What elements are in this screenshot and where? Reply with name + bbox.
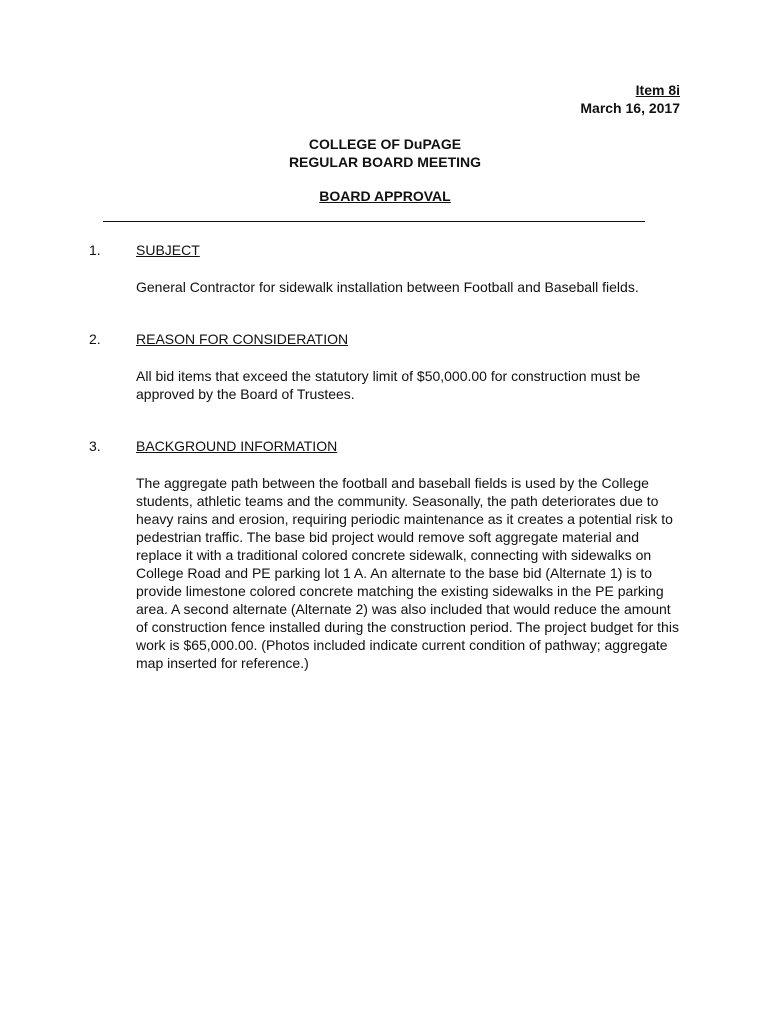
title-block — [0, 135, 770, 171]
section-body: General Contractor for sidewalk installation between Football and Baseball fields. — [136, 279, 639, 295]
item-number: Item 8i — [635, 82, 680, 98]
item-header — [580, 81, 680, 117]
section-body: All bid items that exceed the statutory limit of $50,000.00 for construction must be approved by the Board of Trustees. — [136, 368, 641, 402]
section-heading: SUBJECT — [136, 242, 200, 258]
section-heading: REASON FOR CONSIDERATION — [136, 331, 349, 347]
meeting-date: March 16, 2017 — [580, 100, 680, 116]
divider-rule — [103, 221, 645, 222]
meeting-name: REGULAR BOARD MEETING — [288, 154, 482, 170]
section-number: 1. — [89, 242, 101, 258]
org-name: COLLEGE OF DuPAGE — [308, 136, 462, 152]
section-heading: BACKGROUND INFORMATION — [136, 438, 338, 454]
section-number: 3. — [89, 438, 101, 454]
section-body: The aggregate path between the football and baseball fields is used by the College students, athletic teams and the community. Seasonally, the path deteriorates due to heavy rains and erosion, requiring periodic maintenance as it creates a potential risk to pedestrian traffic. The base bid project would remove soft aggregate material and replace it with a traditional colored concrete sidewalk, connecting with sidewalks on College Road and PE parking lot 1 A. An alternate to the base bid (Alternate 1) is to provide limestone colored concrete matching the existing sidewalks in the PE parking area. A second alternate (Alternate 2) was also included that would reduce the amount of construction fence installed during the construction period. The project budget for this work is $65,000.00. (Photos included indicate current condition of pathway; aggregate map inserted for reference.) — [136, 475, 679, 671]
approval-heading: BOARD APPROVAL — [319, 188, 451, 204]
section-number: 2. — [89, 331, 101, 347]
